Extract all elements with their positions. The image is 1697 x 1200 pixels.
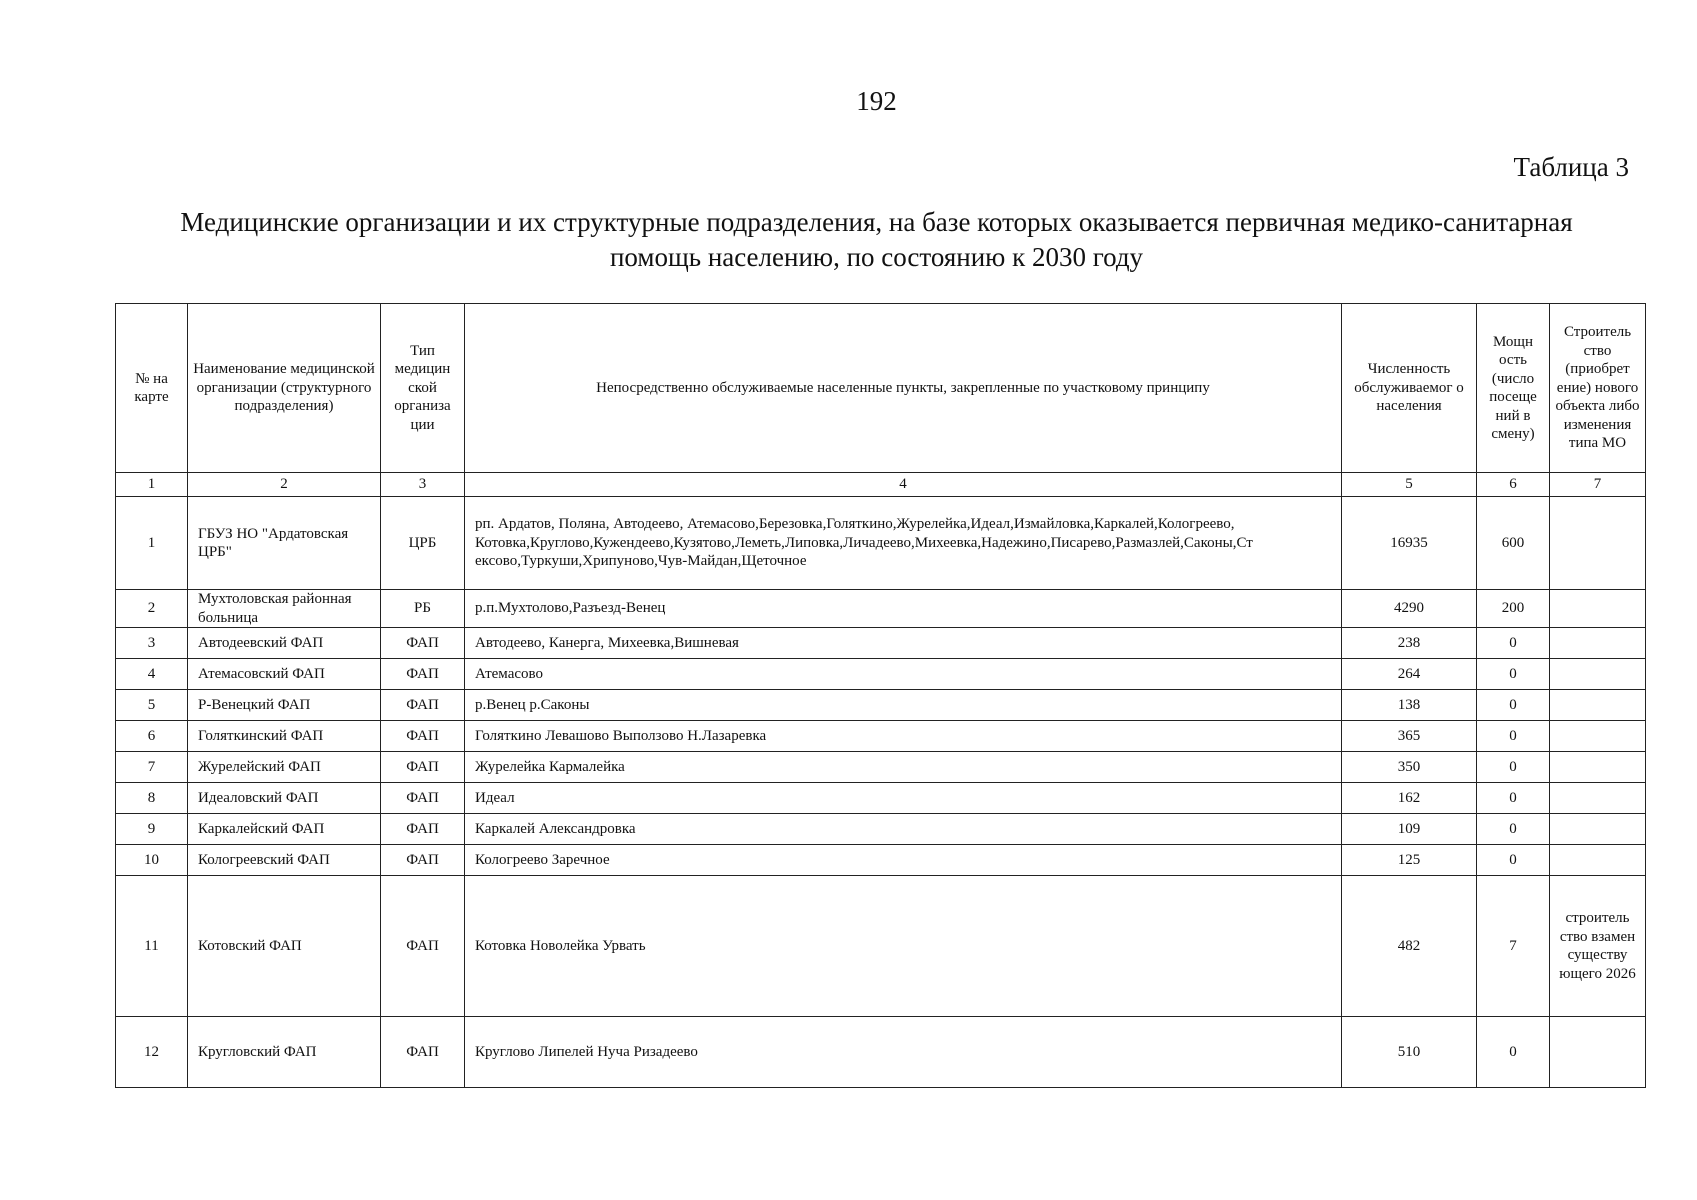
cell-served-places: Кологреево Заречное — [465, 845, 1342, 876]
cell-construction — [1550, 497, 1646, 590]
cell-population: 162 — [1342, 783, 1477, 814]
cell-org-type: ФАП — [381, 876, 465, 1017]
cell-construction — [1550, 1017, 1646, 1088]
cell-org-name: Идеаловский ФАП — [188, 783, 381, 814]
header-map-number: № на карте — [116, 304, 188, 473]
cell-map-number: 2 — [116, 590, 188, 628]
cell-population: 109 — [1342, 814, 1477, 845]
cell-population: 138 — [1342, 690, 1477, 721]
cell-org-type: ФАП — [381, 659, 465, 690]
cell-served-places: Круглово Липелей Нуча Ризадеево — [465, 1017, 1342, 1088]
cell-served-places: р.п.Мухтолово,Разъезд-Венец — [465, 590, 1342, 628]
title-line-1: Медицинские организации и их структурные подразделения, на базе которых оказывается первичная медико-санитарная — [180, 207, 1573, 237]
cell-map-number: 7 — [116, 752, 188, 783]
cell-org-type: ФАП — [381, 814, 465, 845]
title-line-2: помощь населению, по состоянию к 2030 году — [609, 242, 1144, 272]
table-row — [116, 845, 1646, 876]
header-org-name: Наименование медицинской организации (структурного подразделения) — [188, 304, 381, 473]
cell-construction — [1550, 752, 1646, 783]
table-label: Таблица 3 — [1513, 152, 1629, 182]
table-body — [116, 497, 1646, 1088]
header-population: Численность обслуживаемог о населения — [1342, 304, 1477, 473]
cell-capacity: 0 — [1477, 752, 1550, 783]
cell-population: 510 — [1342, 1017, 1477, 1088]
header-row — [116, 304, 1646, 473]
cell-org-type: ФАП — [381, 721, 465, 752]
cell-population: 482 — [1342, 876, 1477, 1017]
cell-construction — [1550, 721, 1646, 752]
cell-capacity: 7 — [1477, 876, 1550, 1017]
cell-org-name: Кологреевский ФАП — [188, 845, 381, 876]
cell-population: 350 — [1342, 752, 1477, 783]
column-number-row — [116, 473, 1646, 497]
cell-org-name: Журелейский ФАП — [188, 752, 381, 783]
cell-org-name: ГБУЗ НО "Ардатовская ЦРБ" — [188, 497, 381, 590]
cell-capacity: 0 — [1477, 1017, 1550, 1088]
header-capacity: Мощн ость (число посеще ний в смену) — [1477, 304, 1550, 473]
cell-capacity: 0 — [1477, 783, 1550, 814]
cell-construction — [1550, 659, 1646, 690]
document-title — [100, 205, 1653, 275]
cell-map-number: 11 — [116, 876, 188, 1017]
cell-construction — [1550, 814, 1646, 845]
cell-served-places: Каркалей Александровка — [465, 814, 1342, 845]
column-number: 3 — [381, 473, 465, 497]
cell-capacity: 0 — [1477, 814, 1550, 845]
cell-map-number: 5 — [116, 690, 188, 721]
cell-org-type: ЦРБ — [381, 497, 465, 590]
cell-capacity: 0 — [1477, 690, 1550, 721]
table-row — [116, 659, 1646, 690]
header-org-type: Тип медицин ской организа ции — [381, 304, 465, 473]
cell-population: 238 — [1342, 628, 1477, 659]
cell-org-type: ФАП — [381, 783, 465, 814]
table-row — [116, 690, 1646, 721]
cell-org-type: ФАП — [381, 845, 465, 876]
column-number: 4 — [465, 473, 1342, 497]
cell-org-type: ФАП — [381, 628, 465, 659]
cell-population: 264 — [1342, 659, 1477, 690]
cell-org-type: ФАП — [381, 752, 465, 783]
cell-construction — [1550, 783, 1646, 814]
organizations-table — [115, 303, 1646, 1088]
cell-capacity: 0 — [1477, 845, 1550, 876]
cell-construction — [1550, 628, 1646, 659]
table-row — [116, 628, 1646, 659]
cell-served-places: Идеал — [465, 783, 1342, 814]
cell-org-name: Каркалейский ФАП — [188, 814, 381, 845]
cell-map-number: 9 — [116, 814, 188, 845]
page-number: 192 — [856, 86, 897, 116]
cell-population: 125 — [1342, 845, 1477, 876]
cell-org-name: Котовский ФАП — [188, 876, 381, 1017]
cell-capacity: 0 — [1477, 659, 1550, 690]
table-row — [116, 721, 1646, 752]
cell-construction — [1550, 845, 1646, 876]
cell-org-type: ФАП — [381, 690, 465, 721]
cell-served-places: Журелейка Кармалейка — [465, 752, 1342, 783]
column-number: 1 — [116, 473, 188, 497]
cell-construction — [1550, 690, 1646, 721]
cell-org-name: Кругловский ФАП — [188, 1017, 381, 1088]
cell-served-places: Голяткино Левашово Выползово Н.Лазаревка — [465, 721, 1342, 752]
column-number: 2 — [188, 473, 381, 497]
cell-map-number: 6 — [116, 721, 188, 752]
table-row — [116, 876, 1646, 1017]
cell-served-places: Автодеево, Канерга, Михеевка,Вишневая — [465, 628, 1342, 659]
cell-org-type: РБ — [381, 590, 465, 628]
cell-served-places: р.Венец р.Саконы — [465, 690, 1342, 721]
column-number: 7 — [1550, 473, 1646, 497]
cell-org-type: ФАП — [381, 1017, 465, 1088]
cell-org-name: Мухтоловская районная больница — [188, 590, 381, 628]
cell-construction: строитель ство взамен существу ющего 2026 — [1550, 876, 1646, 1017]
cell-map-number: 4 — [116, 659, 188, 690]
cell-org-name: Голяткинский ФАП — [188, 721, 381, 752]
cell-capacity: 200 — [1477, 590, 1550, 628]
cell-org-name: Атемасовский ФАП — [188, 659, 381, 690]
table-row — [116, 752, 1646, 783]
table-row — [116, 783, 1646, 814]
cell-map-number: 8 — [116, 783, 188, 814]
cell-population: 365 — [1342, 721, 1477, 752]
column-number: 6 — [1477, 473, 1550, 497]
cell-map-number: 1 — [116, 497, 188, 590]
table-row — [116, 497, 1646, 590]
cell-map-number: 10 — [116, 845, 188, 876]
column-number: 5 — [1342, 473, 1477, 497]
cell-capacity: 600 — [1477, 497, 1550, 590]
cell-served-places: Атемасово — [465, 659, 1342, 690]
cell-served-places: Котовка Новолейка Урвать — [465, 876, 1342, 1017]
cell-org-name: Р-Венецкий ФАП — [188, 690, 381, 721]
table-row — [116, 590, 1646, 628]
cell-construction — [1550, 590, 1646, 628]
cell-capacity: 0 — [1477, 628, 1550, 659]
cell-capacity: 0 — [1477, 721, 1550, 752]
table-row — [116, 814, 1646, 845]
header-served-places: Непосредственно обслуживаемые населенные пункты, закрепленные по участковому принципу — [465, 304, 1342, 473]
cell-population: 16935 — [1342, 497, 1477, 590]
header-construction: Строитель ство (приобрет ение) нового объекта либо изменения типа МО — [1550, 304, 1646, 473]
cell-map-number: 12 — [116, 1017, 188, 1088]
cell-population: 4290 — [1342, 590, 1477, 628]
cell-org-name: Автодеевский ФАП — [188, 628, 381, 659]
cell-map-number: 3 — [116, 628, 188, 659]
table-row — [116, 1017, 1646, 1088]
cell-served-places: рп. Ардатов, Поляна, Автодеево, Атемасово,Березовка,Голяткино,Журелейка,Идеал,Измайловка,Каркалей,Кологреево, Котовка,Круглово,Кужендеево,Кузятово,Леметь,Липовка,Личадеево,Михеевка,Надежино,Писарево,Размазлей,Саконы,Ст ексово,Туркуши,Хрипуново,Чув-Майдан,Щеточное — [465, 497, 1342, 590]
